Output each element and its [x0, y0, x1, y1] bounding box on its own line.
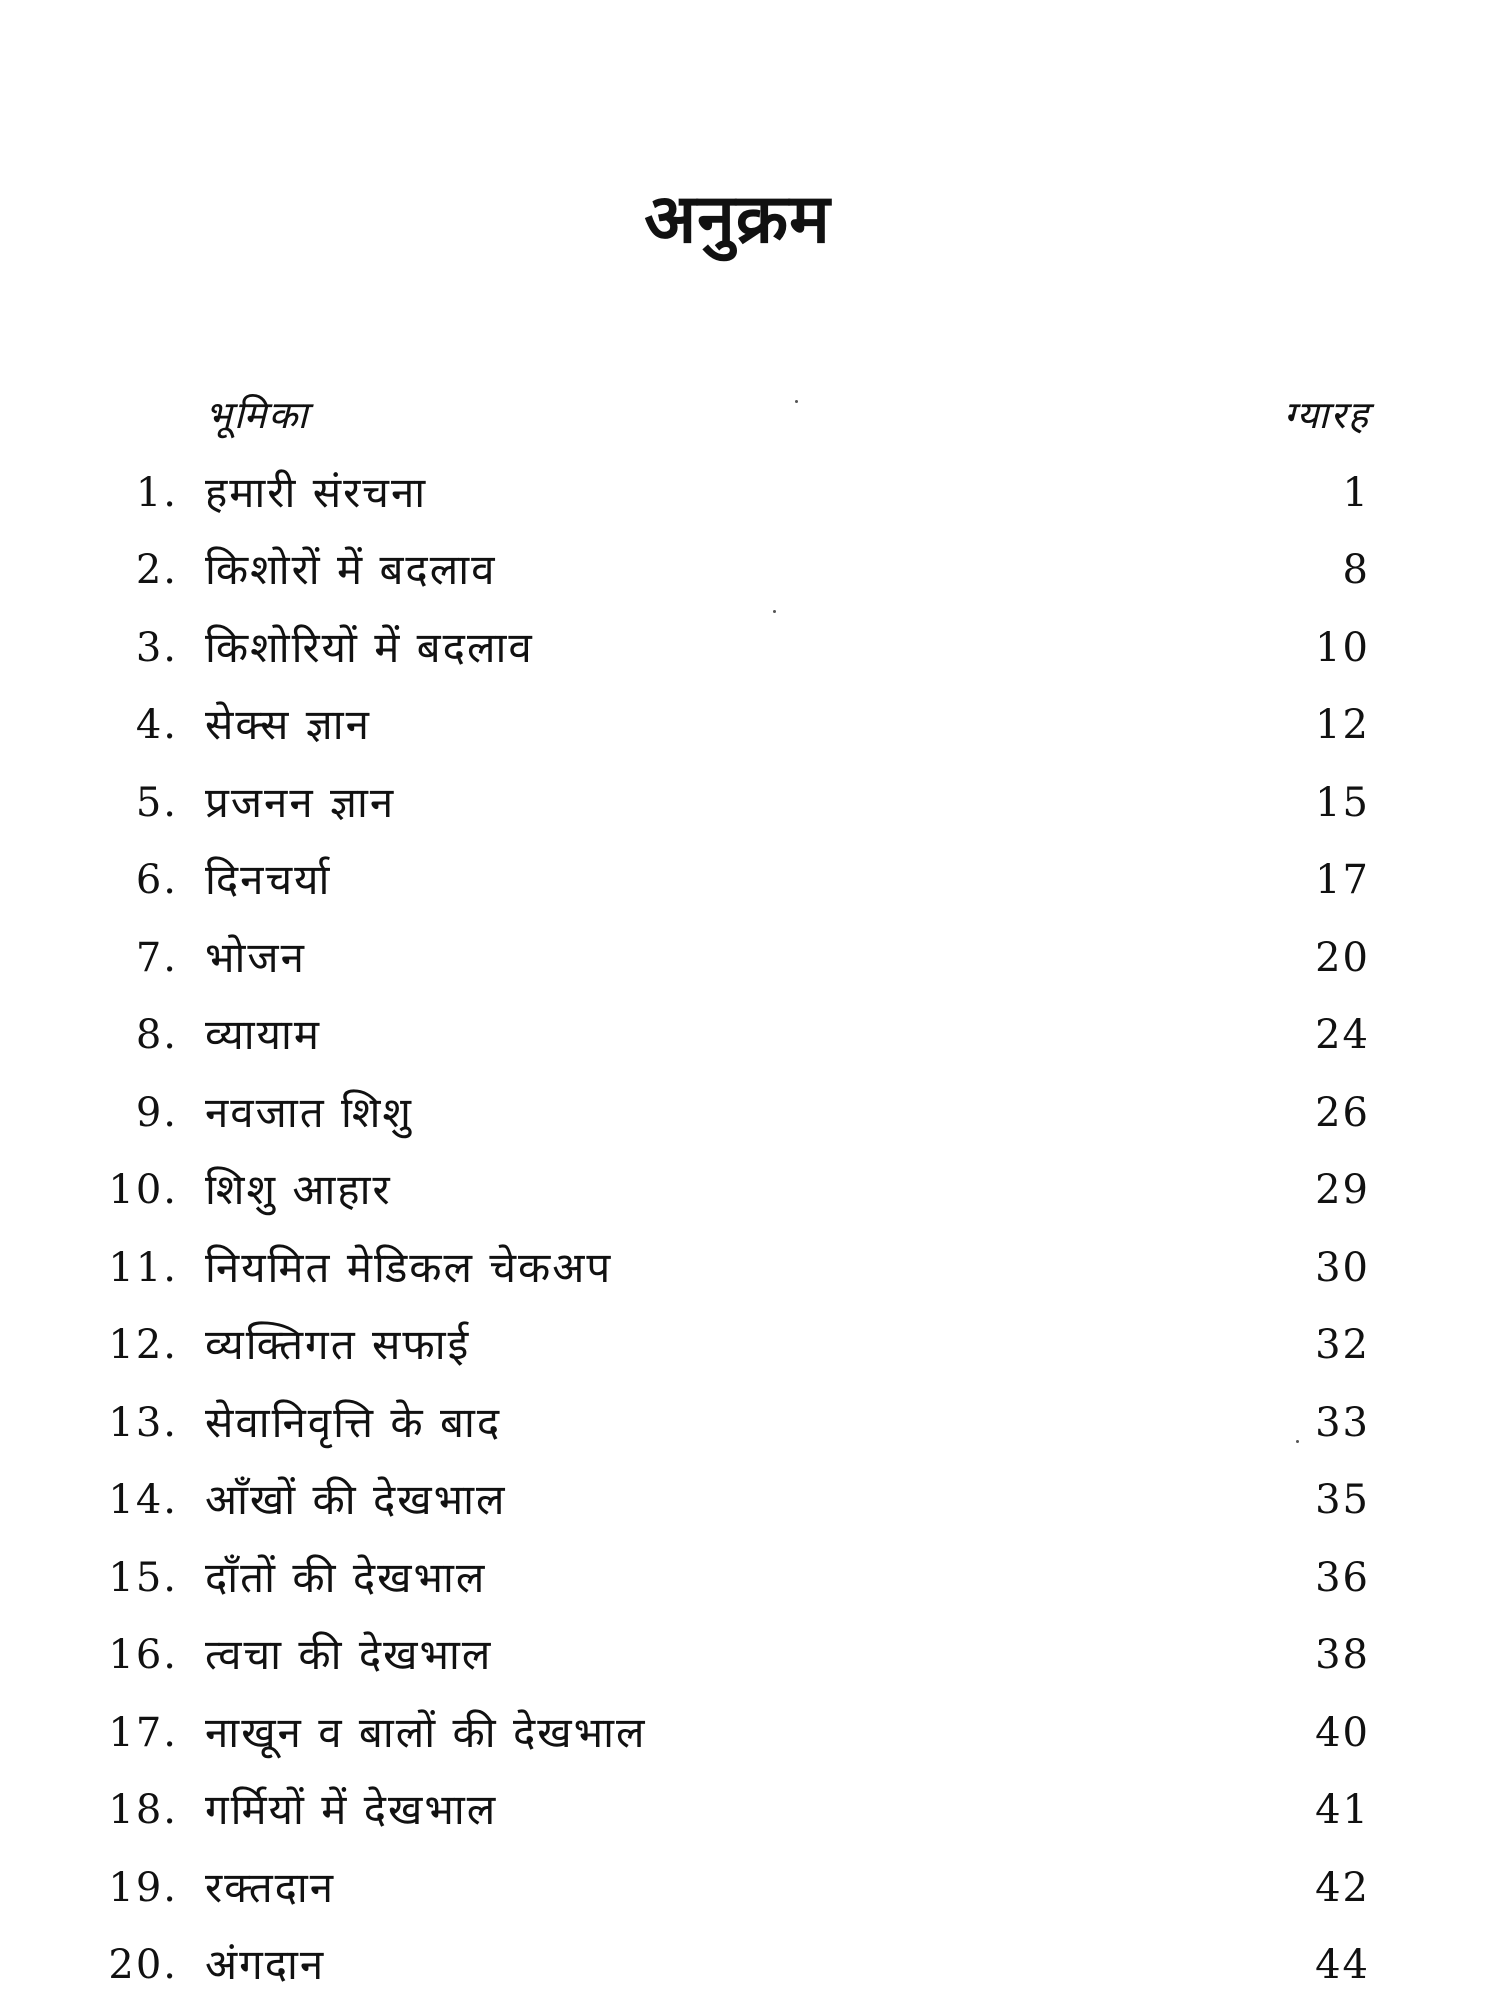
toc-intro-label: भूमिका: [205, 393, 310, 437]
toc-entry-page: 32: [1315, 1322, 1370, 1368]
toc-entry-number: 11.: [108, 1244, 178, 1291]
toc-entry-page: 38: [1315, 1632, 1370, 1678]
toc-entry[interactable]: [0, 928, 1500, 1006]
toc-entry-page: 44: [1315, 1942, 1370, 1988]
toc-entry-page: 41: [1315, 1787, 1370, 1833]
toc-entry[interactable]: [0, 1083, 1500, 1161]
toc-entry-number: 7.: [135, 934, 178, 981]
toc-entry-title: हमारी संरचना: [205, 467, 428, 517]
toc-entry[interactable]: [0, 1005, 1500, 1083]
table-of-contents: [0, 385, 1500, 2013]
toc-entry-number: 9.: [135, 1089, 178, 1136]
toc-entry-page: 10: [1315, 624, 1370, 671]
toc-entry-number: 17.: [108, 1709, 178, 1756]
toc-entry-title: नवजात शिशु: [205, 1087, 413, 1137]
toc-entry-number: 4.: [135, 702, 178, 748]
toc-entry-title: त्वचा की देखभाल: [205, 1630, 493, 1679]
toc-entry-page: 30: [1315, 1244, 1370, 1291]
toc-entry-page: 33: [1315, 1399, 1370, 1446]
toc-entry-number: 18.: [108, 1787, 178, 1833]
toc-entry-page: 24: [1315, 1012, 1370, 1058]
toc-entry-title: दाँतों की देखभाल: [205, 1552, 487, 1602]
toc-entry[interactable]: [0, 1703, 1500, 1781]
toc-entry-page: 40: [1315, 1709, 1370, 1756]
toc-entry-number: 13.: [108, 1399, 178, 1446]
toc-entry-title: व्यायाम: [205, 1010, 321, 1059]
toc-entry-number: 2.: [135, 547, 178, 593]
toc-entry-page: 42: [1315, 1864, 1370, 1911]
toc-entry-title: नियमित मेडिकल चेकअप: [205, 1242, 613, 1292]
toc-entry-title: नाखून व बालों की देखभाल: [205, 1707, 647, 1757]
toc-entry-number: 8.: [135, 1012, 178, 1058]
toc-entry-number: 1.: [135, 469, 178, 516]
toc-entry[interactable]: [0, 1625, 1500, 1703]
toc-entry-number: 19.: [108, 1864, 178, 1911]
toc-entry-number: 20.: [108, 1942, 178, 1988]
toc-entry[interactable]: [0, 618, 1500, 696]
toc-entry-number: 6.: [135, 857, 178, 903]
toc-entry[interactable]: [0, 1393, 1500, 1471]
scan-speck: [795, 400, 798, 403]
toc-entry-page: 17: [1315, 857, 1370, 903]
toc-entry[interactable]: [0, 1780, 1500, 1858]
toc-entry-page: 1: [1342, 469, 1370, 516]
scan-speck: [773, 610, 776, 613]
toc-entry[interactable]: [0, 1315, 1500, 1393]
toc-entry-page: 15: [1315, 779, 1370, 826]
toc-entry[interactable]: [0, 850, 1500, 928]
toc-entry[interactable]: [0, 1858, 1500, 1936]
scan-speck: [1296, 1440, 1299, 1443]
toc-entry-page: 29: [1315, 1167, 1370, 1213]
toc-entry[interactable]: [0, 1935, 1500, 2013]
toc-entry-page: 8: [1342, 547, 1370, 593]
toc-entries: [0, 463, 1500, 2013]
toc-entry[interactable]: [0, 540, 1500, 618]
toc-entry-page: 35: [1315, 1477, 1370, 1523]
page-title: अनुक्रम: [644, 180, 831, 259]
toc-entry-title: सेक्स ज्ञान: [205, 700, 371, 749]
toc-entry-title: आँखों की देखभाल: [205, 1475, 507, 1524]
toc-entry-number: 16.: [108, 1632, 178, 1678]
toc-entry-number: 15.: [108, 1554, 178, 1601]
toc-entry-page: 12: [1315, 702, 1370, 748]
toc-intro-page: ग्यारह: [1283, 393, 1370, 437]
toc-entry-title: प्रजनन ज्ञान: [205, 777, 396, 827]
toc-entry[interactable]: [0, 463, 1500, 541]
toc-entry[interactable]: [0, 773, 1500, 851]
toc-entry-title: व्यक्तिगत सफाई: [205, 1320, 471, 1369]
toc-entry-title: किशोरों में बदलाव: [205, 545, 497, 594]
toc-entry-title: भोजन: [205, 932, 306, 982]
toc-entry-number: 10.: [108, 1167, 178, 1213]
toc-entry-page: 26: [1315, 1089, 1370, 1136]
toc-entry-number: 12.: [108, 1322, 178, 1368]
toc-entry-number: 3.: [135, 624, 178, 671]
toc-entry-title: अंगदान: [205, 1940, 326, 1989]
toc-entry-title: शिशु आहार: [205, 1165, 392, 1214]
toc-entry-page: 36: [1315, 1554, 1370, 1601]
toc-intro-row[interactable]: [0, 385, 1500, 463]
toc-entry[interactable]: [0, 1470, 1500, 1548]
toc-entry-title: रक्तदान: [205, 1862, 336, 1912]
toc-entry-page: 20: [1315, 934, 1370, 981]
toc-entry[interactable]: [0, 1548, 1500, 1626]
toc-entry[interactable]: [0, 695, 1500, 773]
toc-entry-number: 14.: [108, 1477, 178, 1523]
toc-entry-title: दिनचर्या: [205, 855, 332, 904]
toc-entry-title: गर्मियों में देखभाल: [205, 1785, 498, 1834]
toc-entry-title: सेवानिवृत्ति के बाद: [205, 1397, 502, 1447]
toc-entry[interactable]: [0, 1238, 1500, 1316]
toc-entry-title: किशोरियों में बदलाव: [205, 622, 534, 672]
toc-entry[interactable]: [0, 1160, 1500, 1238]
toc-entry-number: 5.: [135, 779, 178, 826]
